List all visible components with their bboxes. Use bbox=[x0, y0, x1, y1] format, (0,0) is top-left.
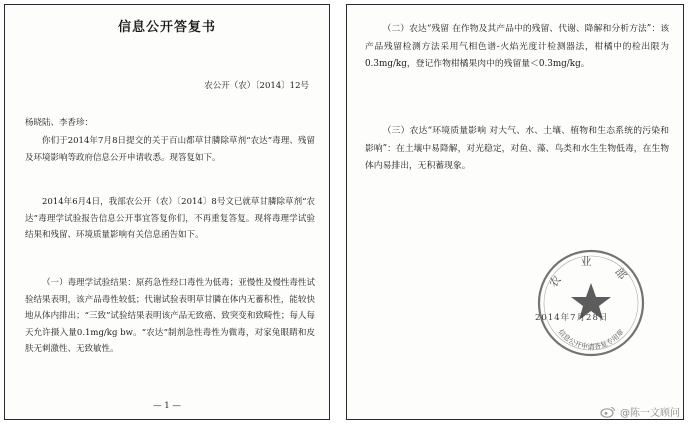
paragraph-1: 你们于2014年7月8日提交的关于百山都草甘膦除草剂“农达”毒理、残留及环境影响等政府信息公开申请收悉。现答复如下。 bbox=[25, 136, 315, 163]
weibo-logo-icon bbox=[600, 406, 616, 418]
watermark-text: @陈一文顾问 bbox=[620, 408, 680, 419]
paragraph-4: （二）农达“残留 在作物及其产品中的残留、代谢、降解和分析方法”：该产品残留检测方法采用气相色谱-火焰光度计检测器法，柑橘中的检出限为0.3mg/kg，登记作物柑橘果肉中的残留量＜0.3mg/kg。 bbox=[365, 24, 669, 69]
document-page-2 bbox=[346, 4, 684, 420]
svg-text:信息公开申请答复专用章 bbox=[556, 327, 625, 351]
document-title: 信息公开答复书 bbox=[117, 20, 216, 35]
official-seal-stamp bbox=[535, 247, 647, 359]
seal-top-text: 农 业 部 bbox=[546, 255, 636, 290]
document-date: 2014年7月28日 bbox=[535, 313, 609, 323]
page-number: — 1 — bbox=[153, 401, 181, 411]
document-page-1 bbox=[4, 4, 330, 420]
paragraph-2: 2014年6月4日，我部农公开（农）〔2014〕8号文已就草甘膦除草剂“农达”毒理学试验报告信息公开事宜答复你们，不再重复答复。现将毒理学试验结果和残留、环境质量影响有关信息函告如下。 bbox=[25, 197, 315, 240]
paragraph-5: （三）农达“环境质量影响 对大气、水、土壤、植物和生态系统的污染和影响”：在土壤中易降解，对光稳定，对鱼、藻、鸟类和水生生物低毒，在生物体内易排出，无积蓄现象。 bbox=[365, 126, 669, 171]
paragraph-3: （一）毒理学试验结果：原药急性经口毒性为低毒；亚慢性及慢性毒性试验结果表明，该产品毒性较低；代谢试验表明草甘膦在体内无蓄积性，能较快地从体内排出；“三致”试验结果表明该产品无致癌、致突变和致畸性；每人每天允许摄入量0.1mg/kg bw。“农达”制剂急性毒性为微毒，对家兔眼睛和皮肤无刺激性、无致敏性。 bbox=[25, 278, 315, 354]
weibo-watermark bbox=[600, 404, 680, 419]
document-number: 农公开（农）〔2014〕12号 bbox=[204, 81, 309, 91]
seal-bottom-text: 信息公开申请答复专用章 bbox=[556, 328, 626, 351]
salutation: 杨晓陆、李香珍： bbox=[25, 118, 94, 128]
